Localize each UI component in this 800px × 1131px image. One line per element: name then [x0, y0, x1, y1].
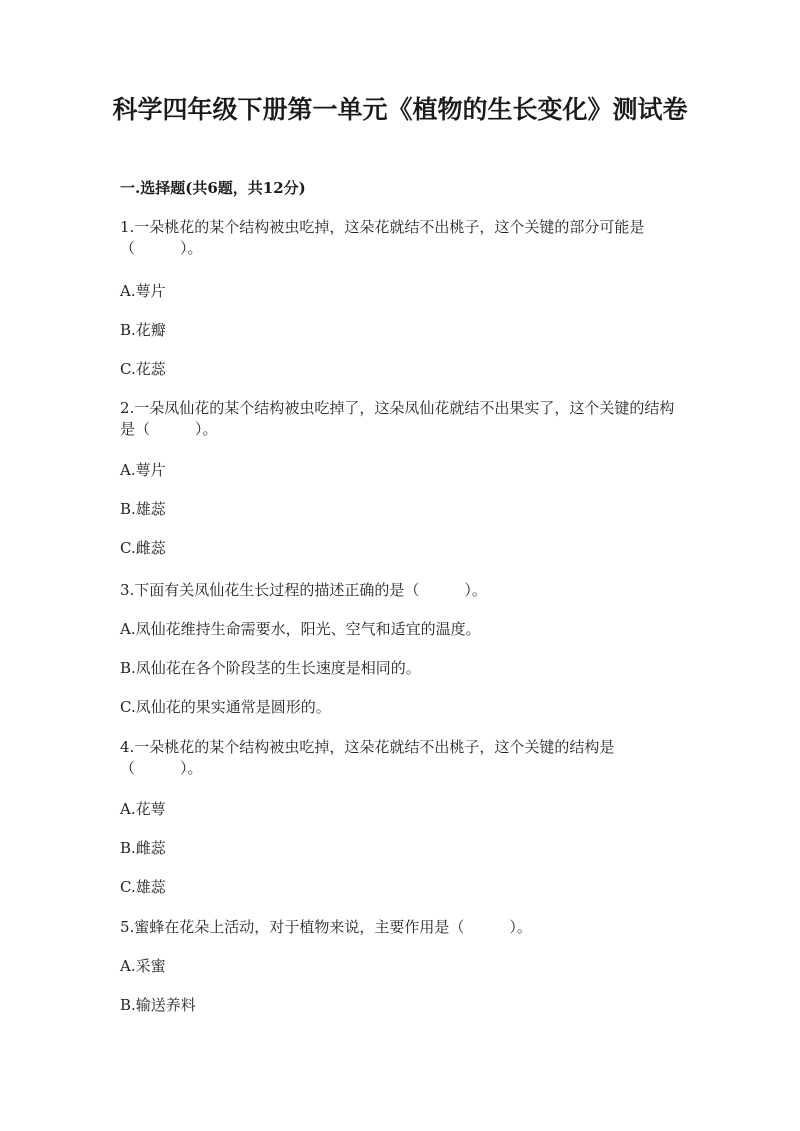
question-1-stem: 1.一朵桃花的某个结构被虫吃掉，这朵花就结不出桃子，这个关键的部分可能是（ ）。: [120, 218, 645, 257]
question-4-stem: 4.一朵桃花的某个结构被虫吃掉，这朵花就结不出桃子，这个关键的结构是（ ）。: [120, 738, 615, 777]
question-2-stem: 2.一朵凤仙花的某个结构被虫吃掉了，这朵凤仙花就结不出果实了，这个关键的结构是（ ）。: [120, 399, 675, 438]
question-1-option-b: B.花瓣: [120, 321, 166, 339]
question-5-option-a: A.采蜜: [120, 957, 166, 975]
section-heading: 一.选择题(共6题，共12分): [120, 179, 306, 197]
document-title: 科学四年级下册第一单元《植物的生长变化》测试卷: [112, 95, 688, 124]
question-1-option-c: C.花蕊: [120, 360, 166, 378]
question-5-stem: 5.蜜蜂在花朵上活动，对于植物来说，主要作用是（ ）。: [120, 918, 532, 936]
question-4-option-b: B.雌蕊: [120, 839, 166, 857]
question-2-option-c: C.雌蕊: [120, 539, 166, 557]
question-2-option-b: B.雄蕊: [120, 500, 166, 518]
question-3-option-c: C.凤仙花的果实通常是圆形的。: [120, 698, 331, 716]
question-1-option-a: A.萼片: [120, 282, 166, 300]
question-3-option-b: B.凤仙花在各个阶段茎的生长速度是相同的。: [120, 659, 421, 677]
question-4-option-a: A.花萼: [120, 800, 166, 818]
question-3-stem: 3.下面有关凤仙花生长过程的描述正确的是（ ）。: [120, 581, 487, 599]
question-5-option-b: B.输送养料: [120, 996, 196, 1014]
question-3-option-a: A.凤仙花维持生命需要水，阳光、空气和适宜的温度。: [120, 620, 481, 638]
question-4-option-c: C.雄蕊: [120, 878, 166, 896]
question-2-option-a: A.萼片: [120, 461, 166, 479]
